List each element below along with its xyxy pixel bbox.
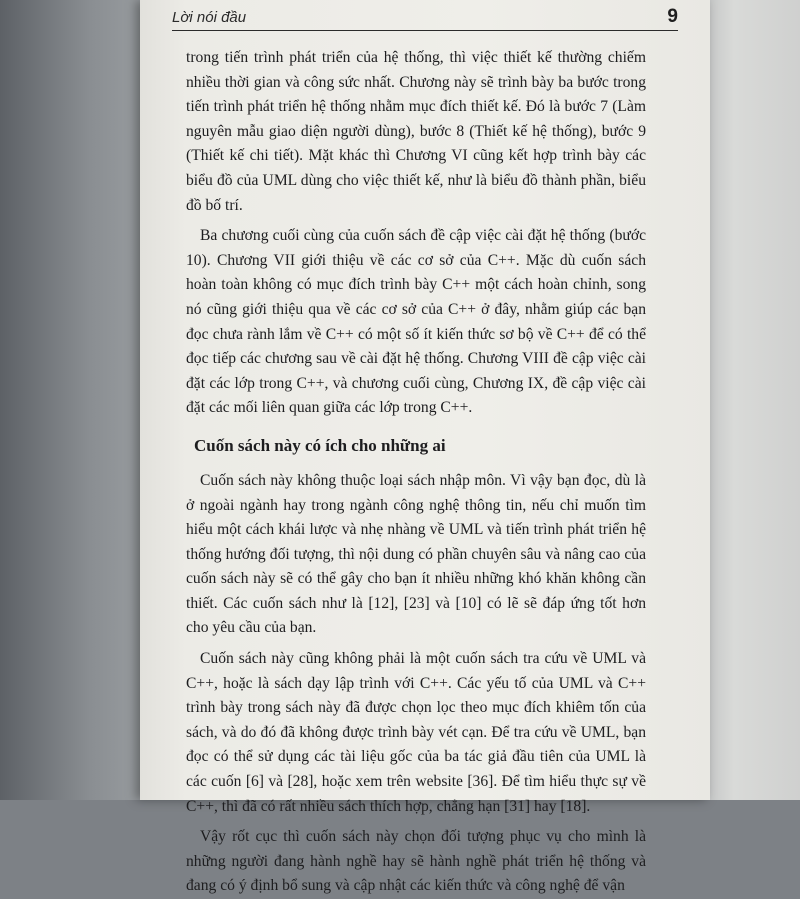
paragraph-last-chapters: Ba chương cuối cùng của cuốn sách đề cập việc cài đặt hệ thống (bước 10). Chương VII giới thiệu về các cơ sở của C++. Mặc dù cuốn sách hoàn toàn không có mục đích trình bày C++ một cách hoàn chỉnh, song nó cũng giới thiệu qua về các cơ sở của C++ ở đây, nhằm giúp các bạn đọc chưa rành lắm về C++ có một số ít kiến thức sơ bộ về C++ để có thể đọc tiếp các chương sau về cài đặt hệ thống. Chương VIII đề cập việc cài đặt các lớp trong C++, và chương cuối cùng, Chương IX, đề cập việc cài đặt các mối liên quan giữa các lớp trong C++. bbox=[186, 227, 646, 417]
paragraph-target-audience: Vậy rốt cục thì cuốn sách này chọn đối tượng phục vụ cho mình là những người đang hành nghề hay sẽ hành nghề phát triển hệ thống và đang có ý định bổ sung và cập nhật các kiến thức và công nghệ để vận bbox=[186, 828, 646, 895]
paragraph-not-introductory: Cuốn sách này không thuộc loại sách nhập môn. Vì vậy bạn đọc, dù là ở ngoài ngành hay trong ngành công nghệ thông tin, nếu chỉ muốn tìm hiểu một cách khái lược và nhẹ nhàng về UML và tiến trình phát triển hệ thống hướng đối tượng, thì nội dung có phần chuyên sâu và nâng cao của cuốn sách này sẽ có thể gây cho bạn ít nhiều những khó khăn không cần thiết. Các cuốn sách như là [12], [23] và [10] có lẽ sẽ đáp ứng tốt hơn cho yêu cầu của bạn. bbox=[186, 471, 646, 637]
paragraph-not-reference: Cuốn sách này cũng không phải là một cuốn sách tra cứu về UML và C++, hoặc là sách dạy lập trình với C++. Các yếu tố của UML và C++ trình bày trong sách này đã được chọn lọc theo mục đích khiêm tốn của sách, và do đó đã không được trình bày vét cạn. Để tra cứu về UML, bạn đọc có thể sử dụng các tài liệu gốc của ba tác giả đầu tiên của UML là các cuốn [6] và [28], hoặc xem trên website [36]. Để tìm hiểu thực sự về C++, thì đã có rất nhiều sách thích hợp, chẳng hạn [31] hay [18]. bbox=[186, 650, 646, 815]
page-body bbox=[186, 46, 646, 899]
section-heading: Cuốn sách này có ích cho những ai bbox=[194, 435, 446, 455]
paragraph-continued: trong tiến trình phát triển của hệ thống, thì việc thiết kế thường chiếm nhiều thời gian và công sức nhất. Chương này sẽ trình bày ba bước trong tiến trình phát triển hệ thống nhằm mục đích thiết kế. Đó là bước 7 (Làm nguyên mẫu giao diện người dùng), bước 8 (Thiết kế hệ thống), bước 9 (Thiết kế chi tiết). Mặt khác thì Chương VI cũng kết hợp trình bày các biểu đồ của UML dùng cho việc thiết kế, như là biểu đồ thành phần, biểu đồ bố trí. bbox=[186, 49, 646, 214]
book-page bbox=[140, 0, 710, 895]
background-left bbox=[0, 0, 150, 800]
header-section-title: Lời nói đầu bbox=[172, 9, 247, 26]
page-number: 9 bbox=[667, 6, 678, 27]
running-header bbox=[172, 8, 678, 31]
